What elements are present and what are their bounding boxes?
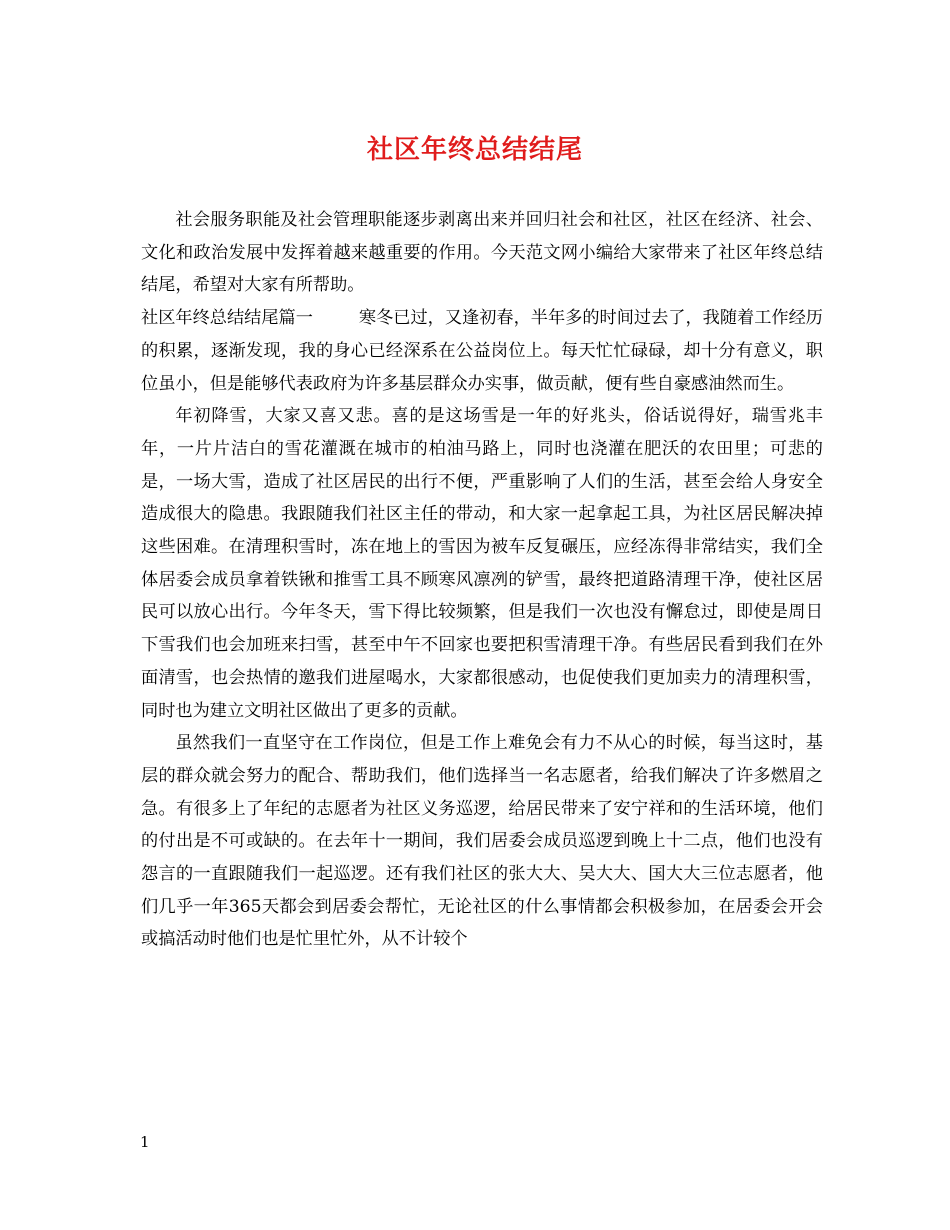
document-title: 社区年终总结结尾 <box>366 135 583 165</box>
page-number: 1 <box>140 1133 150 1151</box>
volunteer-paragraph: 虽然我们一直坚守在工作岗位，但是工作上难免会有力不从心的时候，每当这时，基层的群众就会努力的配合、帮助我们，他们选择当一名志愿者，给我们解决了许多燃眉之急。有很多上了年纪的志愿者为社区义务巡逻，给居民带来了安宁祥和的生活环境，他们的付出是不可或缺的。在去年十一期间，我们居委会成员巡逻到晚上十二点，他们也没有怨言的一直跟随我们一起巡逻。还有我们社区的张大大、吴大大、国大大三位志愿者，他们几乎一年365天都会到居委会帮忙，无论社区的什么事情都会积极参加，在居委会开会或搞活动时他们也是忙里忙外，从不计较个 <box>141 733 823 950</box>
section-text: 寒冬已过，又逢初春，半年多的时间过去了，我随着工作经历的积累，逐渐发现，我的身心已经深系在公益岗位上。每天忙忙碌碌，却十分有意义，职位虽小，但是能够代表政府为许多基层群众办实事，做贡献，便有些自豪感油然而生。 <box>141 308 823 394</box>
section-heading: 社区年终总结结尾篇一 <box>141 308 313 329</box>
intro-paragraph: 社会服务职能及社会管理职能逐步剥离出来并回归社会和社区，社区在经济、社会、文化和政治发展中发挥着越来越重要的作用。今天范文网小编给大家带来了社区年终总结结尾，希望对大家有所帮助。 <box>141 210 823 296</box>
document-body <box>141 204 823 956</box>
section-paragraph <box>141 302 823 400</box>
snow-paragraph: 年初降雪，大家又喜又悲。喜的是这场雪是一年的好兆头，俗话说得好，瑞雪兆丰年，一片片洁白的雪花灌溉在城市的柏油马路上，同时也浇灌在肥沃的农田里；可悲的是，一场大雪，造成了社区居民的出行不便，严重影响了人们的生活，甚至会给人身安全造成很大的隐患。我跟随我们社区主任的带动，和大家一起拿起工具，为社区居民解决掉这些困难。在清理积雪时，冻在地上的雪因为被车反复碾压，应经冻得非常结实，我们全体居委会成员拿着铁锹和推雪工具不顾寒风凛冽的铲雪，最终把道路清理干净，使社区居民可以放心出行。今年冬天，雪下得比较频繁，但是我们一次也没有懈怠过，即使是周日下雪我们也会加班来扫雪，甚至中午不回家也要把积雪清理干净。有些居民看到我们在外面清雪，也会热情的邀我们进屋喝水，大家都很感动，也促使我们更加卖力的清理积雪，同时也为建立文明社区做出了更多的贡献。 <box>141 406 823 721</box>
